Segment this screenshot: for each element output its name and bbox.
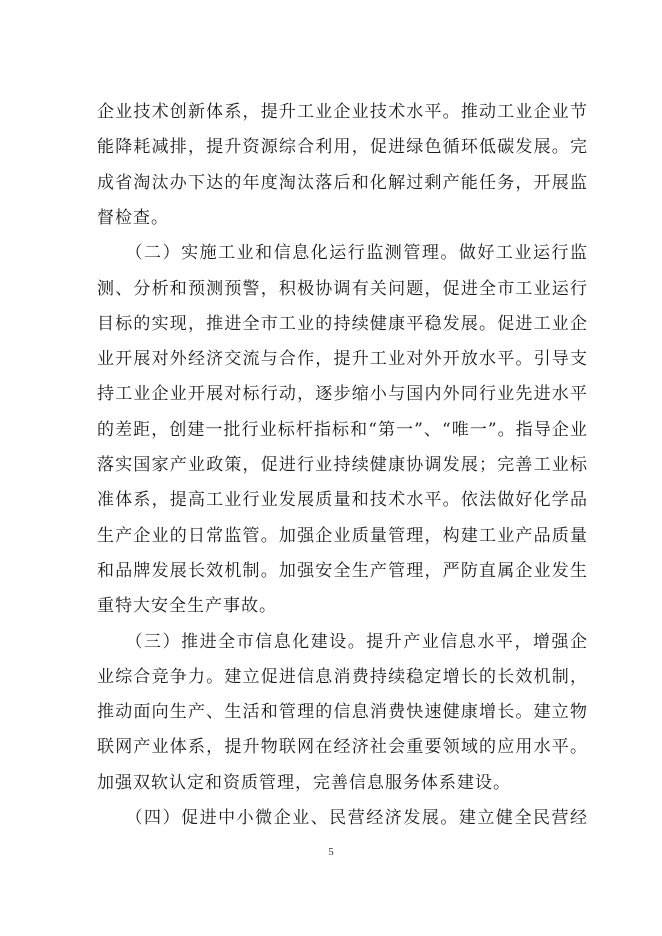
text-line: 加强双软认定和资质管理，完善信息服务体系建设。 [97, 773, 511, 793]
text-line: 能降耗减排，提升资源综合利用，促进绿色循环低碳发展。完 [97, 137, 587, 157]
text-line: 推动面向生产、生活和管理的信息消费快速健康增长。建立物 [97, 702, 587, 722]
text-line: 生产企业的日常监管。加强企业质量管理，构建工业产品质量 [97, 526, 587, 546]
text-line: 业开展对外经济交流与合作，提升工业对外开放水平。引导支 [97, 349, 587, 369]
text-line: 准体系，提高工业行业发展质量和技术水平。依法做好化学品 [97, 490, 587, 510]
text-line: 成省淘汰办下达的年度淘汰落后和化解过剩产能任务，开展监 [97, 173, 587, 193]
text-line: （三）推进全市信息化建设。提升产业信息水平，增强企 [97, 632, 587, 652]
text-line: 业综合竞争力。建立促进信息消费持续稳定增长的长效机制， [97, 667, 587, 687]
text-line: 测、分析和预测预警，积极协调有关问题，促进全市工业运行 [97, 279, 587, 299]
text-line: 持工业企业开展对标行动，逐步缩小与国内外同行业先进水平 [97, 384, 587, 404]
text-line: 联网产业体系，提升物联网在经济社会重要领域的应用水平。 [97, 737, 587, 757]
text-line: （二）实施工业和信息化运行监测管理。做好工业运行监 [97, 243, 587, 263]
page-number: 5 [328, 846, 334, 858]
text-line: 企业技术创新体系，提升工业企业技术水平。推动工业企业节 [97, 102, 587, 122]
text-line: 重特大安全生产事故。 [97, 596, 277, 616]
text-line: （四）促进中小微企业、民营经济发展。建立健全民营经 [97, 808, 587, 828]
text-line: 落实国家产业政策，促进行业持续健康协调发展；完善工业标 [97, 455, 587, 475]
text-line: 和品牌发展长效机制。加强安全生产管理，严防直属企业发生 [97, 561, 587, 581]
text-line: 督检查。 [97, 208, 169, 228]
text-line: 目标的实现，推进全市工业的持续健康平稳发展。促进工业企 [97, 314, 587, 334]
text-line: 的差距，创建一批行业标杆指标和“第一”、“唯一”。指导企业 [97, 420, 587, 440]
